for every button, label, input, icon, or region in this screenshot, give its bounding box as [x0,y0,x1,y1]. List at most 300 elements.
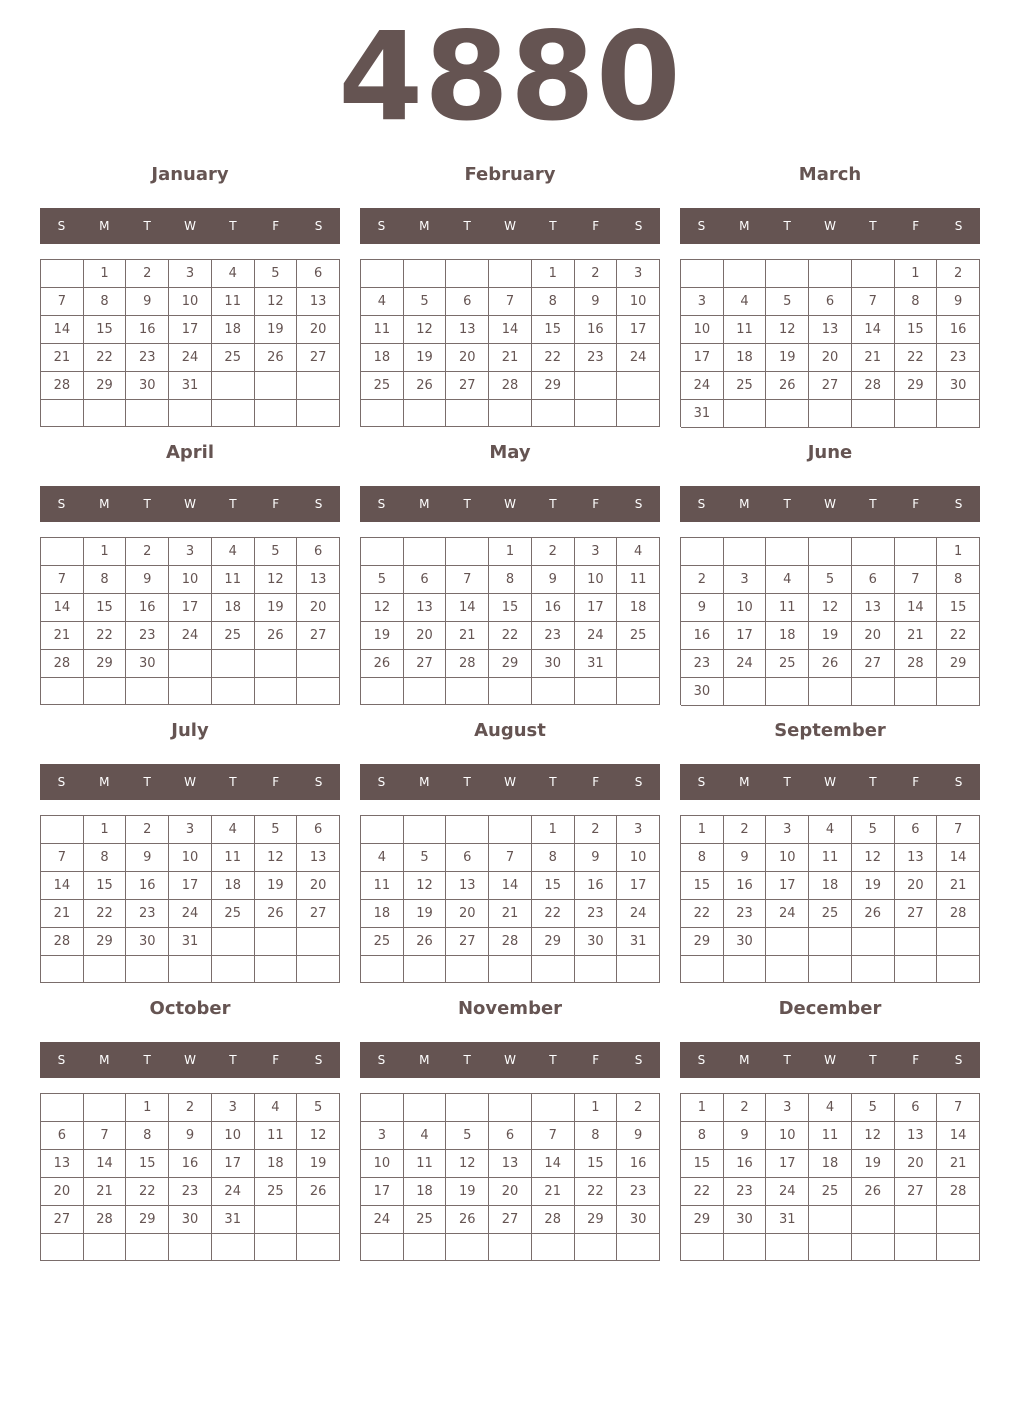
weekday-label: F [592,775,600,789]
day-cell: 8 [895,288,938,316]
empty-cell [617,1234,660,1261]
weekday-label: S [314,1053,323,1067]
day-cell: 7 [852,288,895,316]
empty-cell [169,650,212,678]
weekday-label: S [634,775,643,789]
weekday-label: M [739,775,750,789]
day-cell: 30 [126,372,169,400]
day-cell: 17 [212,1150,255,1178]
empty-cell [809,260,852,288]
weekday-label: T [549,1053,557,1067]
day-cell: 7 [937,1094,980,1122]
day-cell: 6 [809,288,852,316]
day-cell: 21 [84,1178,127,1206]
day-cell: 31 [212,1206,255,1234]
empty-cell [297,372,340,400]
day-cell: 12 [255,844,298,872]
day-cell: 10 [169,566,212,594]
day-cell: 8 [937,566,980,594]
day-cell: 9 [532,566,575,594]
empty-cell [766,956,809,983]
day-cell: 7 [532,1122,575,1150]
day-cell: 20 [297,316,340,344]
day-cell: 14 [852,316,895,344]
day-cell: 13 [809,316,852,344]
day-cell: 2 [126,538,169,566]
weekday-label: W [184,497,196,511]
day-cell: 6 [297,816,340,844]
day-cell: 3 [361,1122,404,1150]
day-cell: 31 [575,650,618,678]
day-cell: 11 [361,316,404,344]
empty-cell [809,1234,852,1261]
month-name: January [151,164,229,185]
day-cell: 28 [489,928,532,956]
day-cell: 2 [126,260,169,288]
day-cell: 29 [681,928,724,956]
empty-cell [446,956,489,983]
day-cell: 7 [41,844,84,872]
empty-cell [404,816,447,844]
weekday-label: S [954,219,963,233]
day-cell: 28 [852,372,895,400]
day-cell: 16 [575,872,618,900]
day-cell: 23 [126,900,169,928]
day-cell: 23 [126,622,169,650]
day-cell: 15 [895,316,938,344]
day-cell: 29 [489,650,532,678]
empty-cell [361,956,404,983]
day-cell: 19 [852,872,895,900]
weekday-label: M [739,1053,750,1067]
day-cell: 26 [404,372,447,400]
empty-cell [895,1206,938,1234]
day-cell: 26 [255,344,298,372]
weekday-label: F [912,219,920,233]
day-cell: 12 [255,566,298,594]
day-cell: 13 [297,288,340,316]
empty-cell [852,538,895,566]
weekday-label: F [592,1053,600,1067]
day-cell: 28 [937,900,980,928]
empty-cell [532,1094,575,1122]
day-cell: 7 [937,816,980,844]
weekday-label: S [697,497,706,511]
empty-cell [361,816,404,844]
empty-cell [255,956,298,983]
weekday-label: S [57,1053,66,1067]
day-cell: 14 [41,594,84,622]
weekday-label: T [869,497,877,511]
empty-cell [766,538,809,566]
day-cell: 6 [297,538,340,566]
day-cell: 31 [169,372,212,400]
weekday-label: W [504,497,516,511]
day-cell: 26 [852,1178,895,1206]
empty-cell [84,1094,127,1122]
day-cell: 22 [532,344,575,372]
day-cell: 30 [169,1206,212,1234]
day-cell: 22 [84,344,127,372]
empty-cell [852,928,895,956]
day-cell: 9 [575,844,618,872]
day-cell: 18 [766,622,809,650]
weekday-label: S [57,775,66,789]
day-cell: 26 [255,900,298,928]
empty-cell [724,260,767,288]
day-cell: 4 [809,1094,852,1122]
weekday-header [360,208,660,244]
day-cell: 3 [575,538,618,566]
day-cell: 19 [297,1150,340,1178]
empty-cell [84,400,127,427]
weekday-label: T [783,1053,791,1067]
empty-cell [169,1234,212,1261]
empty-cell [532,400,575,427]
day-cell: 9 [575,288,618,316]
day-cell: 3 [169,816,212,844]
empty-cell [937,956,980,983]
weekday-label: S [314,219,323,233]
day-cell: 25 [766,650,809,678]
weekday-label: T [549,775,557,789]
day-cell: 22 [937,622,980,650]
day-cell: 21 [532,1178,575,1206]
day-cell: 24 [169,344,212,372]
day-cell: 16 [724,872,767,900]
day-cell: 20 [895,872,938,900]
empty-cell [169,956,212,983]
day-cell: 13 [297,566,340,594]
day-cell: 17 [617,316,660,344]
day-cell: 13 [297,844,340,872]
day-cell: 5 [404,844,447,872]
day-cell: 19 [446,1178,489,1206]
day-cell: 14 [532,1150,575,1178]
day-cell: 1 [937,538,980,566]
empty-cell [361,538,404,566]
weekday-label: S [954,775,963,789]
weekday-label: M [99,1053,110,1067]
empty-cell [126,1234,169,1261]
day-cell: 16 [169,1150,212,1178]
empty-cell [212,400,255,427]
day-cell: 31 [169,928,212,956]
day-cell: 11 [404,1150,447,1178]
month-name: September [774,720,886,741]
day-cell: 3 [617,260,660,288]
weekday-label: S [697,775,706,789]
empty-cell [212,372,255,400]
day-cell: 4 [404,1122,447,1150]
empty-cell [255,678,298,705]
weekday-label: T [869,219,877,233]
day-cell: 23 [532,622,575,650]
empty-cell [255,400,298,427]
empty-cell [617,678,660,705]
day-cell: 14 [489,316,532,344]
empty-cell [446,1094,489,1122]
empty-cell [766,1234,809,1261]
weekday-label: W [824,497,836,511]
weekday-label: T [143,497,151,511]
day-cell: 2 [724,816,767,844]
day-cell: 29 [84,372,127,400]
empty-cell [575,400,618,427]
month-name: December [778,998,882,1019]
day-grid [680,815,980,983]
weekday-label: S [634,497,643,511]
day-cell: 24 [169,622,212,650]
empty-cell [297,1234,340,1261]
empty-cell [852,1234,895,1261]
day-grid [40,259,340,427]
day-cell: 18 [212,316,255,344]
day-cell: 14 [41,872,84,900]
month-name: May [489,442,531,463]
day-cell: 28 [937,1178,980,1206]
day-cell: 16 [126,316,169,344]
empty-cell [255,1206,298,1234]
day-cell: 19 [852,1150,895,1178]
empty-cell [852,1206,895,1234]
day-cell: 1 [681,1094,724,1122]
weekday-label: M [419,1053,430,1067]
day-cell: 23 [724,1178,767,1206]
month-name: March [798,164,862,185]
day-cell: 5 [809,566,852,594]
empty-cell [617,372,660,400]
month-name: August [474,720,546,741]
empty-cell [446,400,489,427]
weekday-label: W [504,1053,516,1067]
day-cell: 23 [617,1178,660,1206]
empty-cell [169,678,212,705]
day-cell: 2 [532,538,575,566]
day-cell: 16 [681,622,724,650]
weekday-label: S [377,219,386,233]
day-cell: 23 [937,344,980,372]
empty-cell [41,956,84,983]
empty-cell [724,538,767,566]
day-cell: 24 [212,1178,255,1206]
day-cell: 14 [446,594,489,622]
day-cell: 3 [617,816,660,844]
day-cell: 12 [361,594,404,622]
weekday-label: W [504,775,516,789]
day-cell: 27 [895,900,938,928]
day-cell: 18 [212,872,255,900]
weekday-label: T [143,219,151,233]
weekday-label: M [419,219,430,233]
month-name: February [464,164,556,185]
day-cell: 8 [489,566,532,594]
day-cell: 2 [575,816,618,844]
day-cell: 5 [255,538,298,566]
weekday-label: M [419,775,430,789]
day-cell: 16 [126,594,169,622]
day-cell: 16 [937,316,980,344]
day-cell: 9 [724,844,767,872]
day-cell: 31 [681,400,724,428]
day-cell: 2 [724,1094,767,1122]
empty-cell [766,260,809,288]
empty-cell [255,650,298,678]
day-cell: 15 [532,316,575,344]
day-cell: 14 [895,594,938,622]
day-cell: 10 [575,566,618,594]
day-cell: 9 [937,288,980,316]
weekday-label: S [377,775,386,789]
day-cell: 29 [532,372,575,400]
day-grid [360,259,660,427]
day-cell: 25 [212,344,255,372]
empty-cell [937,928,980,956]
weekday-label: M [99,219,110,233]
day-cell: 20 [446,900,489,928]
day-cell: 5 [404,288,447,316]
day-cell: 8 [532,844,575,872]
empty-cell [489,678,532,705]
day-cell: 21 [446,622,489,650]
weekday-header [680,764,980,800]
day-cell: 7 [41,566,84,594]
empty-cell [681,538,724,566]
day-cell: 1 [84,260,127,288]
day-cell: 21 [852,344,895,372]
day-cell: 15 [681,872,724,900]
weekday-label: M [99,497,110,511]
day-grid [360,537,660,705]
day-cell: 22 [84,900,127,928]
day-cell: 30 [724,928,767,956]
empty-cell [852,956,895,983]
day-cell: 18 [809,872,852,900]
empty-cell [809,1206,852,1234]
day-cell: 5 [255,816,298,844]
day-cell: 25 [809,900,852,928]
empty-cell [41,1234,84,1261]
empty-cell [404,538,447,566]
weekday-label: T [783,219,791,233]
weekday-label: S [377,1053,386,1067]
day-cell: 8 [532,288,575,316]
day-cell: 21 [41,622,84,650]
day-cell: 22 [126,1178,169,1206]
day-cell: 22 [532,900,575,928]
day-cell: 28 [41,372,84,400]
day-cell: 2 [126,816,169,844]
weekday-label: S [697,219,706,233]
weekday-label: F [272,775,280,789]
empty-cell [575,1234,618,1261]
day-cell: 26 [446,1206,489,1234]
day-cell: 10 [766,1122,809,1150]
day-cell: 5 [766,288,809,316]
day-cell: 8 [84,844,127,872]
weekday-label: F [592,497,600,511]
day-cell: 1 [126,1094,169,1122]
month-name: July [171,720,209,741]
day-cell: 29 [84,928,127,956]
weekday-label: F [912,775,920,789]
day-cell: 25 [724,372,767,400]
empty-cell [404,956,447,983]
day-cell: 29 [895,372,938,400]
day-grid [40,537,340,705]
empty-cell [169,400,212,427]
day-grid [40,1093,340,1261]
empty-cell [255,372,298,400]
empty-cell [617,650,660,678]
weekday-label: W [504,219,516,233]
day-cell: 22 [681,1178,724,1206]
day-grid [360,1093,660,1261]
weekday-label: T [463,497,471,511]
empty-cell [895,928,938,956]
day-cell: 26 [852,900,895,928]
day-cell: 6 [41,1122,84,1150]
empty-cell [212,650,255,678]
day-cell: 2 [169,1094,212,1122]
empty-cell [489,956,532,983]
empty-cell [532,678,575,705]
weekday-label: T [549,497,557,511]
day-cell: 22 [84,622,127,650]
day-cell: 14 [84,1150,127,1178]
empty-cell [212,956,255,983]
weekday-label: S [634,1053,643,1067]
day-cell: 4 [361,288,404,316]
empty-cell [575,956,618,983]
day-cell: 13 [446,316,489,344]
month-name: October [149,998,231,1019]
empty-cell [404,1094,447,1122]
empty-cell [532,956,575,983]
day-cell: 26 [255,622,298,650]
day-cell: 5 [361,566,404,594]
day-cell: 15 [126,1150,169,1178]
empty-cell [895,538,938,566]
day-cell: 7 [84,1122,127,1150]
day-cell: 30 [126,928,169,956]
day-cell: 4 [212,538,255,566]
day-cell: 26 [809,650,852,678]
empty-cell [404,678,447,705]
empty-cell [297,928,340,956]
day-cell: 4 [212,260,255,288]
day-cell: 24 [766,1178,809,1206]
day-cell: 17 [617,872,660,900]
day-cell: 6 [446,288,489,316]
day-cell: 15 [575,1150,618,1178]
day-cell: 6 [895,816,938,844]
weekday-label: W [184,775,196,789]
day-cell: 3 [766,816,809,844]
empty-cell [446,538,489,566]
day-cell: 19 [766,344,809,372]
weekday-label: F [272,1053,280,1067]
empty-cell [297,956,340,983]
day-cell: 16 [575,316,618,344]
day-cell: 5 [852,816,895,844]
empty-cell [766,678,809,706]
day-cell: 27 [809,372,852,400]
weekday-header [680,208,980,244]
day-cell: 9 [126,288,169,316]
day-cell: 25 [404,1206,447,1234]
day-cell: 10 [617,288,660,316]
